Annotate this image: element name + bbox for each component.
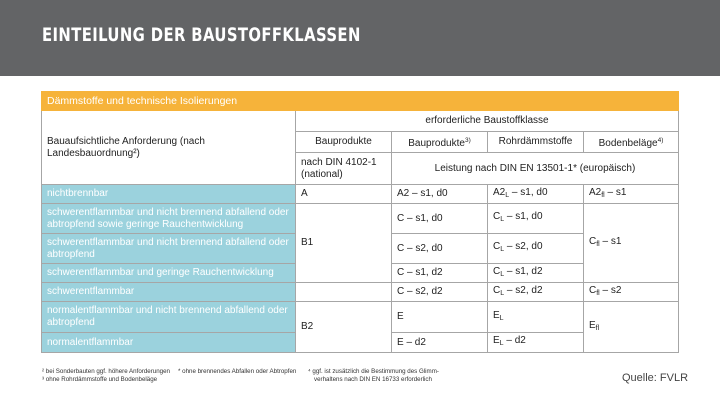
rohr-cell: $C_L - s2$, d0 xyxy=(488,234,584,264)
table-row xyxy=(42,204,679,234)
bauprodukte-cell: E xyxy=(392,302,488,333)
table-row xyxy=(42,185,679,204)
national-class-b1: B1 xyxy=(296,204,392,283)
col-header-bodenbelaege: Bodenbeläge$^{4)}$ xyxy=(584,132,679,153)
bauprodukte-cell: C – s1, d2 xyxy=(392,264,488,283)
rohr-cell: $E_L - d2$ xyxy=(488,333,584,353)
slide-header xyxy=(0,0,720,76)
requirement-header: Bauaufsichtliche Anforderung (nach Landesbauordnung²) xyxy=(42,111,296,185)
bauprodukte-cell: C – s1, d0 xyxy=(392,204,488,234)
footnote-star: * ohne brennendes Abfallen oder Abtropfen xyxy=(178,368,297,375)
national-class-cell: A xyxy=(296,185,392,204)
col-header-bauprodukte: Bauprodukte xyxy=(296,132,392,153)
rohr-cell: $C_L - s1$, d0 xyxy=(488,204,584,234)
footnote-3: ³ ohne Rohrdämmstoffe und Bodenbeläge xyxy=(42,376,158,383)
source-label: Quelle: FVLR xyxy=(622,372,689,384)
national-norm-label: nach DIN 4102-1 (national) xyxy=(296,153,392,185)
table-row xyxy=(42,302,679,333)
bauprodukte-cell: A2 – s1, d0 xyxy=(392,185,488,204)
boden-cell: $A2_{fl} - s1$ xyxy=(584,185,679,204)
header-row-1 xyxy=(42,111,679,132)
table-banner: Dämmstoffe und technische Isolierungen xyxy=(42,92,679,111)
rohr-cell: $C_L - s2$, d2 xyxy=(488,283,584,302)
requirement-cell: normalentflammbar xyxy=(42,333,296,353)
bauprodukte-cell: C – s2, d2 xyxy=(392,283,488,302)
requirement-cell: schwerentflammbar und nicht brennend abfallend oder abtropfend xyxy=(42,234,296,264)
footnote-4a: ⁴ ggf. ist zusätzlich die Bestimmung des Glimm- xyxy=(308,368,439,375)
european-norm-label: Leistung nach DIN EN 13501-1* (europäisch) xyxy=(392,153,679,185)
rohr-cell: $E_L$ xyxy=(488,302,584,333)
boden-cell-efl: $E_{fl}$ xyxy=(584,302,679,353)
col-header-rohrdaemmstoffe: Rohrdämmstoffe xyxy=(488,132,584,153)
rohr-cell: $A2_L - s1$, d0 xyxy=(488,185,584,204)
footnote-4b: verhaltens nach DIN EN 16733 erforderlich xyxy=(314,376,432,383)
boden-cell: $C_{fl} - s2$ xyxy=(584,283,679,302)
slide-title: EINTEILUNG DER BAUSTOFFKLASSEN xyxy=(42,24,361,46)
requirement-cell: schwerentflammbar und nicht brennend abfallend oder abtropfend sowie geringe Rauchentwicklung xyxy=(42,204,296,234)
table-row xyxy=(42,283,679,302)
national-class-empty xyxy=(296,283,392,302)
requirement-cell: nichtbrennbar xyxy=(42,185,296,204)
requirement-cell: normalentflammbar und nicht brennend abfallend oder abtropfend xyxy=(42,302,296,333)
table-banner-row xyxy=(42,92,679,111)
rohr-cell: $C_L - s1$, d2 xyxy=(488,264,584,283)
bauprodukte-cell: E – d2 xyxy=(392,333,488,353)
footnote-2: ² bei Sonderbauten ggf. höhere Anforderungen xyxy=(42,368,170,375)
building-material-class-table xyxy=(41,91,679,353)
boden-cell-cfl-s1: $C_{fl} - s1$ xyxy=(584,204,679,283)
national-class-b2: B2 xyxy=(296,302,392,353)
requirement-cell: schwerentflammbar xyxy=(42,283,296,302)
required-class-header: erforderliche Baustoffklasse xyxy=(296,111,679,132)
requirement-cell: schwerentflammbar und geringe Rauchentwicklung xyxy=(42,264,296,283)
bauprodukte-cell: C – s2, d0 xyxy=(392,234,488,264)
col-header-bauprodukte-eu: Bauprodukte$^{3)}$ xyxy=(392,132,488,153)
